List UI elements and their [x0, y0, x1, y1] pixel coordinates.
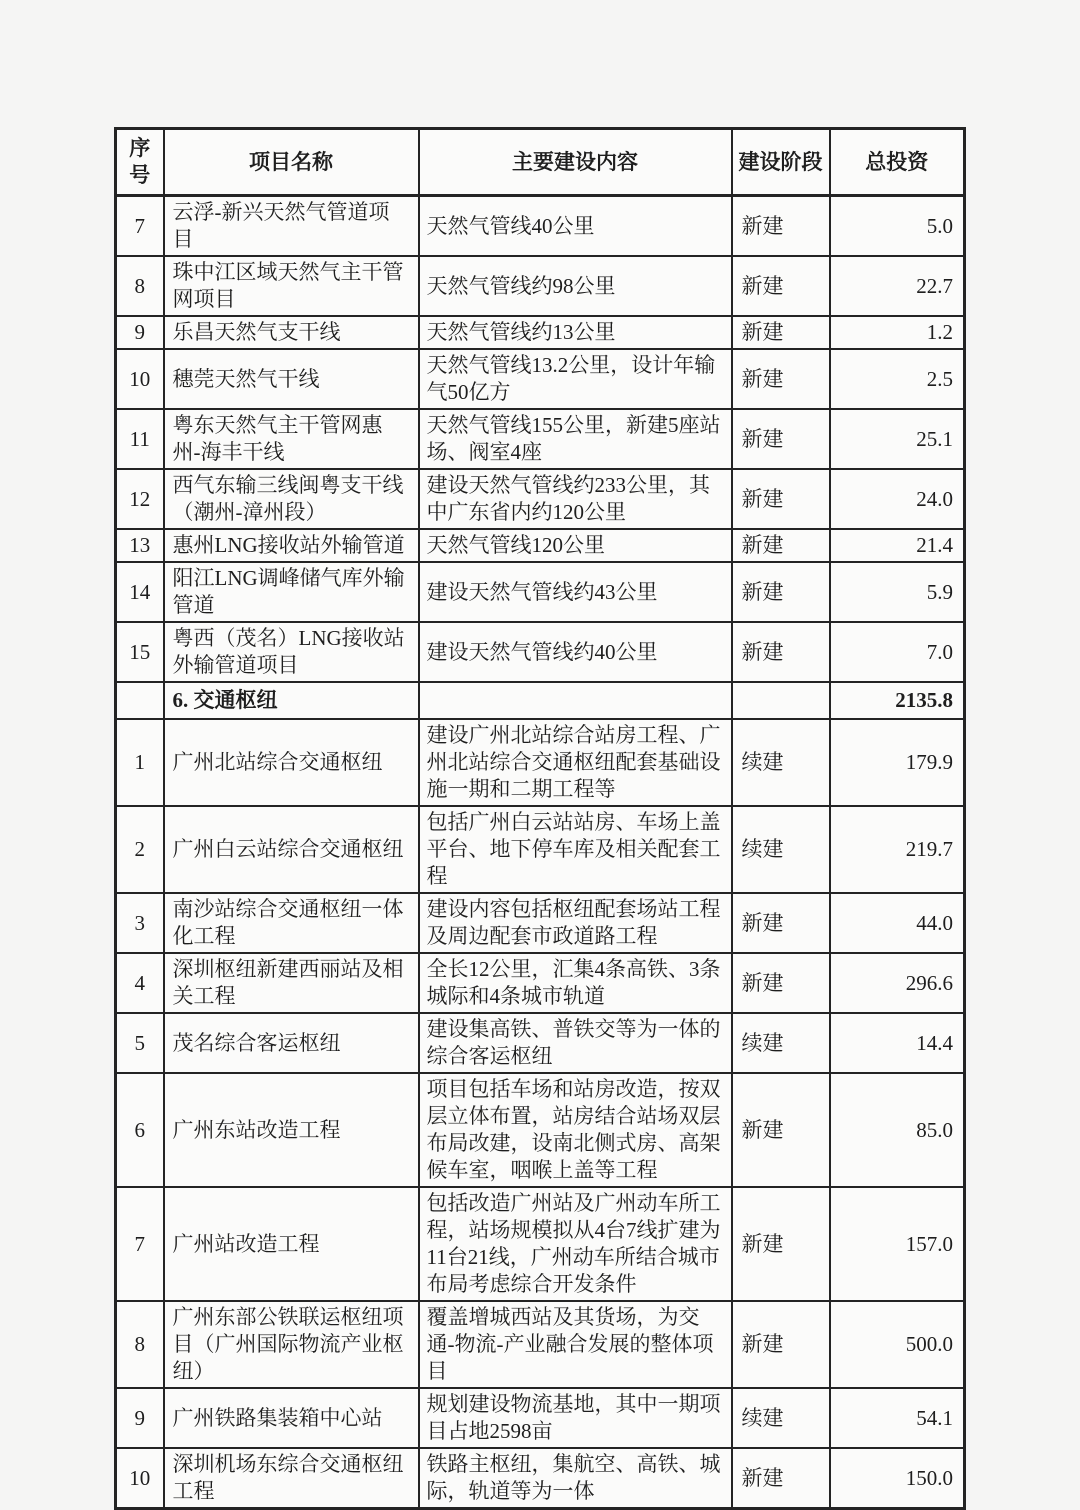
project-name: 粤东天然气主干管网惠州-海丰干线 — [164, 409, 419, 469]
construction-content — [419, 682, 732, 719]
table-row — [116, 1301, 965, 1388]
construction-content: 包括改造广州站及广州动车所工程，站场规模拟从4台7线扩建为11台21线，广州动车所结合城市布局考虑综合开发条件 — [419, 1187, 732, 1301]
total-investment: 219.7 — [830, 806, 965, 893]
project-name: 阳江LNG调峰储气库外输管道 — [164, 562, 419, 622]
table-row — [116, 196, 965, 257]
construction-stage: 新建 — [732, 1301, 830, 1388]
row-number: 14 — [116, 562, 164, 622]
total-investment: 24.0 — [830, 469, 965, 529]
total-investment: 44.0 — [830, 893, 965, 953]
row-number: 10 — [116, 349, 164, 409]
construction-stage: 新建 — [732, 622, 830, 682]
construction-content: 包括广州白云站站房、车场上盖平台、地下停车库及相关配套工程 — [419, 806, 732, 893]
total-investment: 2135.8 — [830, 682, 965, 719]
table-row — [116, 622, 965, 682]
table-row — [116, 529, 965, 562]
construction-content: 天然气管线40公里 — [419, 196, 732, 257]
row-number: 13 — [116, 529, 164, 562]
row-number: 15 — [116, 622, 164, 682]
table-row — [116, 953, 965, 1013]
project-name: 广州东部公铁联运枢纽项目（广州国际物流产业枢纽） — [164, 1301, 419, 1388]
total-investment: 5.9 — [830, 562, 965, 622]
construction-content: 规划建设物流基地，其中一期项目占地2598亩 — [419, 1388, 732, 1448]
row-number: 9 — [116, 1388, 164, 1448]
project-name: 珠中江区域天然气主干管网项目 — [164, 256, 419, 316]
project-name: 茂名综合客运枢纽 — [164, 1013, 419, 1073]
table-row — [116, 1187, 965, 1301]
project-name: 广州站改造工程 — [164, 1187, 419, 1301]
header-total-investment: 总投资 — [830, 129, 965, 196]
construction-stage: 新建 — [732, 469, 830, 529]
total-investment: 21.4 — [830, 529, 965, 562]
construction-stage: 续建 — [732, 719, 830, 806]
project-name: 深圳枢纽新建西丽站及相关工程 — [164, 953, 419, 1013]
table-row — [116, 349, 965, 409]
project-name: 惠州LNG接收站外输管道 — [164, 529, 419, 562]
construction-stage: 新建 — [732, 562, 830, 622]
construction-stage — [732, 682, 830, 719]
row-number: 7 — [116, 1187, 164, 1301]
row-number: 8 — [116, 256, 164, 316]
construction-stage: 新建 — [732, 316, 830, 349]
construction-content: 建设内容包括枢纽配套场站工程及周边配套市政道路工程 — [419, 893, 732, 953]
projects-table — [114, 127, 966, 1510]
project-name: 广州铁路集装箱中心站 — [164, 1388, 419, 1448]
construction-stage: 新建 — [732, 1448, 830, 1509]
construction-content: 覆盖增城西站及其货场，为交通-物流-产业融合发展的整体项目 — [419, 1301, 732, 1388]
table-body — [116, 196, 965, 1509]
construction-stage: 新建 — [732, 409, 830, 469]
total-investment: 5.0 — [830, 196, 965, 257]
header-construction-content: 主要建设内容 — [419, 129, 732, 196]
row-number — [116, 682, 164, 719]
table-row — [116, 562, 965, 622]
construction-content: 建设天然气管线约233公里，其中广东省内约120公里 — [419, 469, 732, 529]
total-investment: 54.1 — [830, 1388, 965, 1448]
project-name: 云浮-新兴天然气管道项目 — [164, 196, 419, 257]
construction-stage: 新建 — [732, 1073, 830, 1187]
row-number: 3 — [116, 893, 164, 953]
construction-content: 天然气管线13.2公里，设计年输气50亿方 — [419, 349, 732, 409]
row-number: 2 — [116, 806, 164, 893]
total-investment: 1.2 — [830, 316, 965, 349]
construction-stage: 新建 — [732, 349, 830, 409]
construction-content: 天然气管线155公里，新建5座站场、阀室4座 — [419, 409, 732, 469]
header-seq-number: 序号 — [116, 129, 164, 196]
project-name: 广州东站改造工程 — [164, 1073, 419, 1187]
section-row — [116, 682, 965, 719]
project-name: 穗莞天然气干线 — [164, 349, 419, 409]
construction-stage: 续建 — [732, 806, 830, 893]
construction-stage: 续建 — [732, 1388, 830, 1448]
construction-content: 建设集高铁、普铁交等为一体的综合客运枢纽 — [419, 1013, 732, 1073]
row-number: 11 — [116, 409, 164, 469]
project-name: 6. 交通枢纽 — [164, 682, 419, 719]
construction-stage: 新建 — [732, 256, 830, 316]
table-row — [116, 1388, 965, 1448]
row-number: 6 — [116, 1073, 164, 1187]
construction-content: 天然气管线约98公里 — [419, 256, 732, 316]
total-investment: 14.4 — [830, 1013, 965, 1073]
construction-stage: 新建 — [732, 1187, 830, 1301]
table-row — [116, 409, 965, 469]
construction-stage: 新建 — [732, 953, 830, 1013]
construction-stage: 续建 — [732, 1013, 830, 1073]
construction-stage: 新建 — [732, 529, 830, 562]
row-number: 4 — [116, 953, 164, 1013]
total-investment: 296.6 — [830, 953, 965, 1013]
construction-content: 建设天然气管线约43公里 — [419, 562, 732, 622]
total-investment: 7.0 — [830, 622, 965, 682]
table-row — [116, 719, 965, 806]
table-row — [116, 1448, 965, 1509]
row-number: 5 — [116, 1013, 164, 1073]
project-name: 西气东输三线闽粤支干线（潮州-漳州段） — [164, 469, 419, 529]
total-investment: 179.9 — [830, 719, 965, 806]
table-row — [116, 806, 965, 893]
header-row — [116, 129, 965, 196]
construction-content: 建设广州北站综合站房工程、广州北站综合交通枢纽配套基础设施一期和二期工程等 — [419, 719, 732, 806]
header-project-name: 项目名称 — [164, 129, 419, 196]
construction-content: 天然气管线120公里 — [419, 529, 732, 562]
construction-content: 天然气管线约13公里 — [419, 316, 732, 349]
header-construction-stage: 建设阶段 — [732, 129, 830, 196]
table-row — [116, 256, 965, 316]
construction-content: 铁路主枢纽，集航空、高铁、城际，轨道等为一体 — [419, 1448, 732, 1509]
construction-stage: 新建 — [732, 196, 830, 257]
project-name: 广州北站综合交通枢纽 — [164, 719, 419, 806]
project-name: 广州白云站综合交通枢纽 — [164, 806, 419, 893]
table-row — [116, 1013, 965, 1073]
construction-content: 全长12公里，汇集4条高铁、3条城际和4条城市轨道 — [419, 953, 732, 1013]
construction-stage: 新建 — [732, 893, 830, 953]
row-number: 9 — [116, 316, 164, 349]
table-row — [116, 1073, 965, 1187]
project-name: 乐昌天然气支干线 — [164, 316, 419, 349]
project-name: 粤西（茂名）LNG接收站外输管道项目 — [164, 622, 419, 682]
total-investment: 157.0 — [830, 1187, 965, 1301]
construction-content: 建设天然气管线约40公里 — [419, 622, 732, 682]
table-row — [116, 469, 965, 529]
project-name: 深圳机场东综合交通枢纽工程 — [164, 1448, 419, 1509]
row-number: 7 — [116, 196, 164, 257]
total-investment: 2.5 — [830, 349, 965, 409]
total-investment: 85.0 — [830, 1073, 965, 1187]
row-number: 10 — [116, 1448, 164, 1509]
project-name: 南沙站综合交通枢纽一体化工程 — [164, 893, 419, 953]
total-investment: 25.1 — [830, 409, 965, 469]
row-number: 8 — [116, 1301, 164, 1388]
row-number: 1 — [116, 719, 164, 806]
total-investment: 500.0 — [830, 1301, 965, 1388]
construction-content: 项目包括车场和站房改造，按双层立体布置，站房结合站场双层布局改建，设南北侧式房、高架候车室，咽喉上盖等工程 — [419, 1073, 732, 1187]
row-number: 12 — [116, 469, 164, 529]
total-investment: 150.0 — [830, 1448, 965, 1509]
table-row — [116, 893, 965, 953]
total-investment: 22.7 — [830, 256, 965, 316]
table-row — [116, 316, 965, 349]
